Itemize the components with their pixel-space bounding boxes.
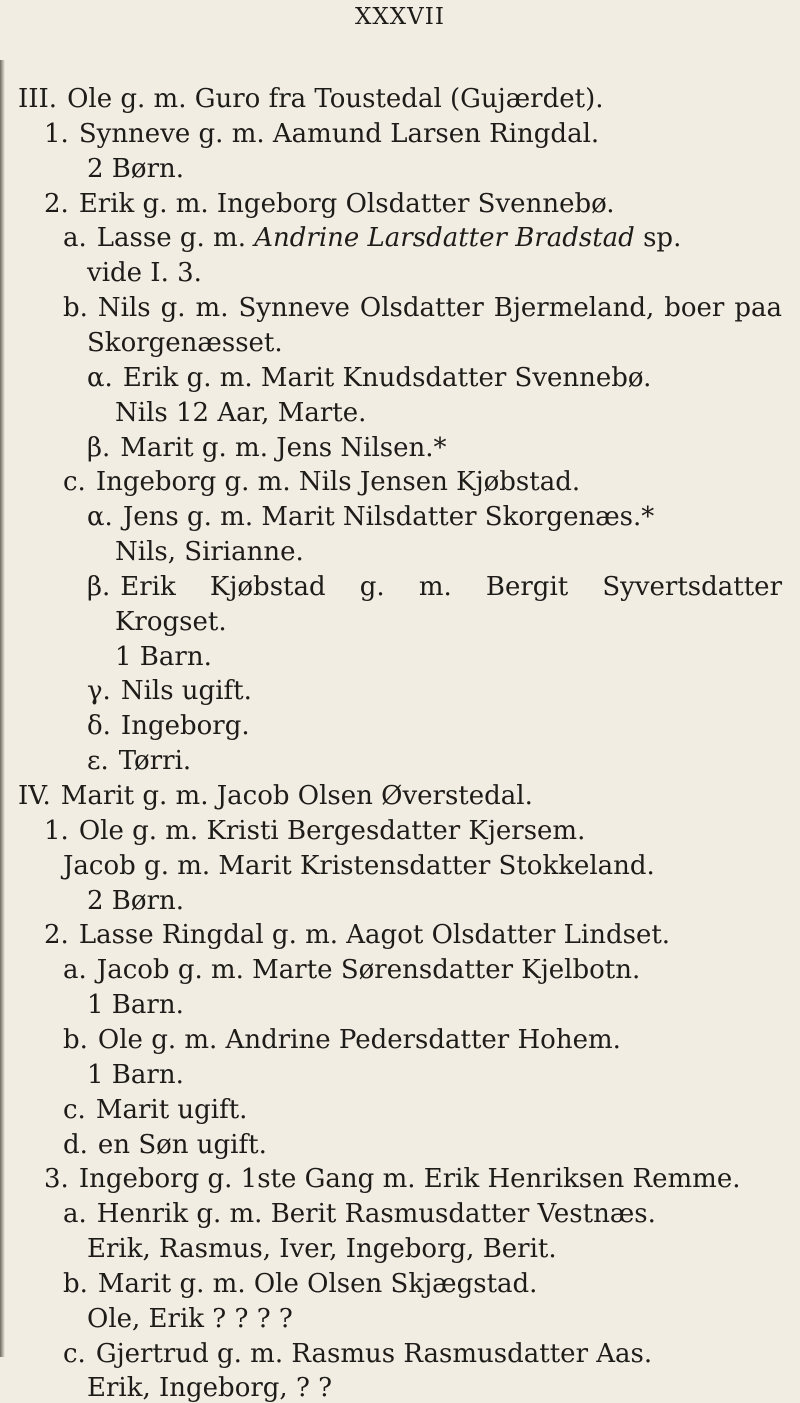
- entry-text: Tørri.: [118, 746, 192, 777]
- text-line: [87, 1304, 293, 1334]
- entry-text: sp.: [634, 223, 682, 254]
- entry-label: 3.: [44, 1164, 69, 1195]
- text-line: [63, 293, 782, 323]
- entry-text: en Søn ugift.: [97, 1129, 267, 1160]
- entry-text: Erik Kjøbstad g. m. Bergit Syvertsdatter: [120, 571, 782, 602]
- text-line: [87, 502, 654, 532]
- entry-text: Marit g. m. Jacob Olsen Øverstedal.: [60, 781, 533, 811]
- entry-text: Ole g. m. Kristi Bergesdatter Kjersem.: [78, 815, 586, 846]
- text-line: [44, 1164, 740, 1194]
- entry-label: b.: [63, 293, 88, 324]
- text-line: [63, 955, 640, 985]
- text-line: [87, 676, 252, 706]
- text-line: [18, 84, 604, 114]
- entry-label: γ.: [87, 676, 111, 707]
- entry-label: d.: [63, 1129, 88, 1160]
- entry-label: c.: [63, 1338, 86, 1369]
- text-line: [63, 851, 655, 881]
- entry-text: Erik g. m. Marit Knudsdatter Svennebø.: [122, 362, 652, 393]
- entry-label: c.: [63, 1094, 86, 1125]
- entry-text: Jacob g. m. Marit Kristensdatter Stokkeland.: [63, 850, 655, 881]
- entry-text: Lasse g. m.: [96, 223, 255, 254]
- entry-text: Erik g. m. Ingeborg Olsdatter Svennebø.: [78, 188, 615, 219]
- entry-label: 2.: [44, 188, 69, 219]
- entry-text: Nils 12 Aar, Marte.: [115, 397, 367, 428]
- text-line: [63, 223, 681, 253]
- entry-text: Henrik g. m. Berit Rasmusdatter Vestnæs.: [96, 1199, 656, 1230]
- text-line: [44, 920, 670, 950]
- entry-label: III.: [18, 84, 58, 114]
- text-line: [63, 1130, 267, 1160]
- text-line: [63, 1339, 652, 1369]
- entry-text: Marit ugift.: [95, 1094, 248, 1125]
- entry-label: IV.: [18, 781, 51, 811]
- page-edge-shadow: [0, 60, 5, 1357]
- entry-label: 1.: [44, 118, 69, 149]
- text-line: [87, 433, 447, 463]
- entry-text: vide I. 3.: [87, 258, 202, 289]
- entry-label: 2.: [44, 920, 69, 951]
- text-line: [87, 258, 202, 288]
- entry-text: 1 Barn.: [115, 641, 212, 672]
- entry-text: Ingeborg g. m. Nils Jensen Kjøbstad.: [95, 467, 581, 498]
- entry-label: 1.: [44, 815, 69, 846]
- entry-text: Ole g. m. Andrine Pedersdatter Hohem.: [97, 1024, 621, 1055]
- text-line: [87, 363, 651, 393]
- text-line: [87, 1234, 557, 1264]
- entry-text: Krogset.: [115, 606, 227, 637]
- text-line: [87, 328, 283, 358]
- text-line: [87, 1060, 184, 1090]
- text-line: [18, 781, 533, 811]
- entry-text: 2 Børn.: [87, 885, 185, 916]
- entry-label: c.: [63, 467, 86, 498]
- entry-text: Ole g. m. Guro fra Toustedal (Gujærdet).: [67, 84, 604, 114]
- entry-text: Skorgenæsset.: [87, 327, 283, 358]
- entry-label: a.: [63, 223, 87, 254]
- entry-text-italic: Andrine Larsdatter Bradstad: [254, 223, 635, 254]
- entry-text: Erik, Ingeborg, ? ?: [87, 1373, 333, 1403]
- text-line: [44, 816, 585, 846]
- text-line: [63, 1199, 656, 1229]
- text-line: [63, 467, 580, 497]
- entry-label: a.: [63, 1199, 87, 1230]
- entry-label: ε.: [87, 746, 109, 777]
- text-line: [87, 886, 184, 916]
- entry-label: α.: [87, 502, 113, 533]
- entry-label: β.: [87, 571, 111, 602]
- text-line: [115, 607, 227, 637]
- text-line: [87, 711, 250, 741]
- text-line: [44, 119, 599, 149]
- entry-text: Ingeborg g. 1ste Gang m. Erik Henriksen Remme.: [78, 1164, 741, 1195]
- entry-text: Jacob g. m. Marte Sørensdatter Kjelbotn.: [96, 955, 641, 986]
- entry-text: Marit g. m. Jens Nilsen.*: [120, 432, 447, 463]
- text-line: [87, 990, 184, 1020]
- entry-text: 1 Barn.: [87, 990, 184, 1021]
- entry-label: b.: [63, 1268, 88, 1299]
- entry-text: Ole, Erik ? ? ? ?: [87, 1303, 293, 1334]
- entry-text: Nils ugift.: [120, 676, 252, 707]
- text-line: [63, 1269, 537, 1299]
- entry-text: Lasse Ringdal g. m. Aagot Olsdatter Lindset.: [78, 920, 671, 951]
- text-line: [87, 154, 184, 184]
- text-line: [63, 1095, 247, 1125]
- entry-text: Nils, Sirianne.: [115, 537, 304, 568]
- entry-text: Marit g. m. Ole Olsen Skjægstad.: [97, 1268, 538, 1299]
- entry-text: Nils g. m. Synneve Olsdatter Bjermeland, boer paa: [97, 293, 782, 324]
- text-line: [87, 746, 191, 776]
- entry-text: Ingeborg.: [120, 711, 250, 742]
- text-line: [87, 1373, 332, 1403]
- text-line: [87, 572, 782, 602]
- entry-text: Jens g. m. Marit Nilsdatter Skorgenæs.*: [122, 502, 655, 533]
- entry-text: 1 Barn.: [87, 1059, 184, 1090]
- entry-label: δ.: [87, 711, 111, 742]
- entry-text: 2 Børn.: [87, 153, 185, 184]
- entry-label: β.: [87, 432, 111, 463]
- entry-label: α.: [87, 362, 113, 393]
- text-line: [115, 642, 212, 672]
- entry-text: Erik, Rasmus, Iver, Ingeborg, Berit.: [87, 1234, 557, 1265]
- text-line: [115, 398, 366, 428]
- text-line: [63, 1025, 621, 1055]
- entry-text: Gjertrud g. m. Rasmus Rasmusdatter Aas.: [95, 1338, 653, 1369]
- entry-text: Synneve g. m. Aamund Larsen Ringdal.: [78, 118, 600, 149]
- entry-label: b.: [63, 1024, 88, 1055]
- page-number: XXXVII: [355, 4, 445, 30]
- entry-label: a.: [63, 955, 87, 986]
- text-line: [44, 189, 615, 219]
- text-line: [115, 537, 304, 567]
